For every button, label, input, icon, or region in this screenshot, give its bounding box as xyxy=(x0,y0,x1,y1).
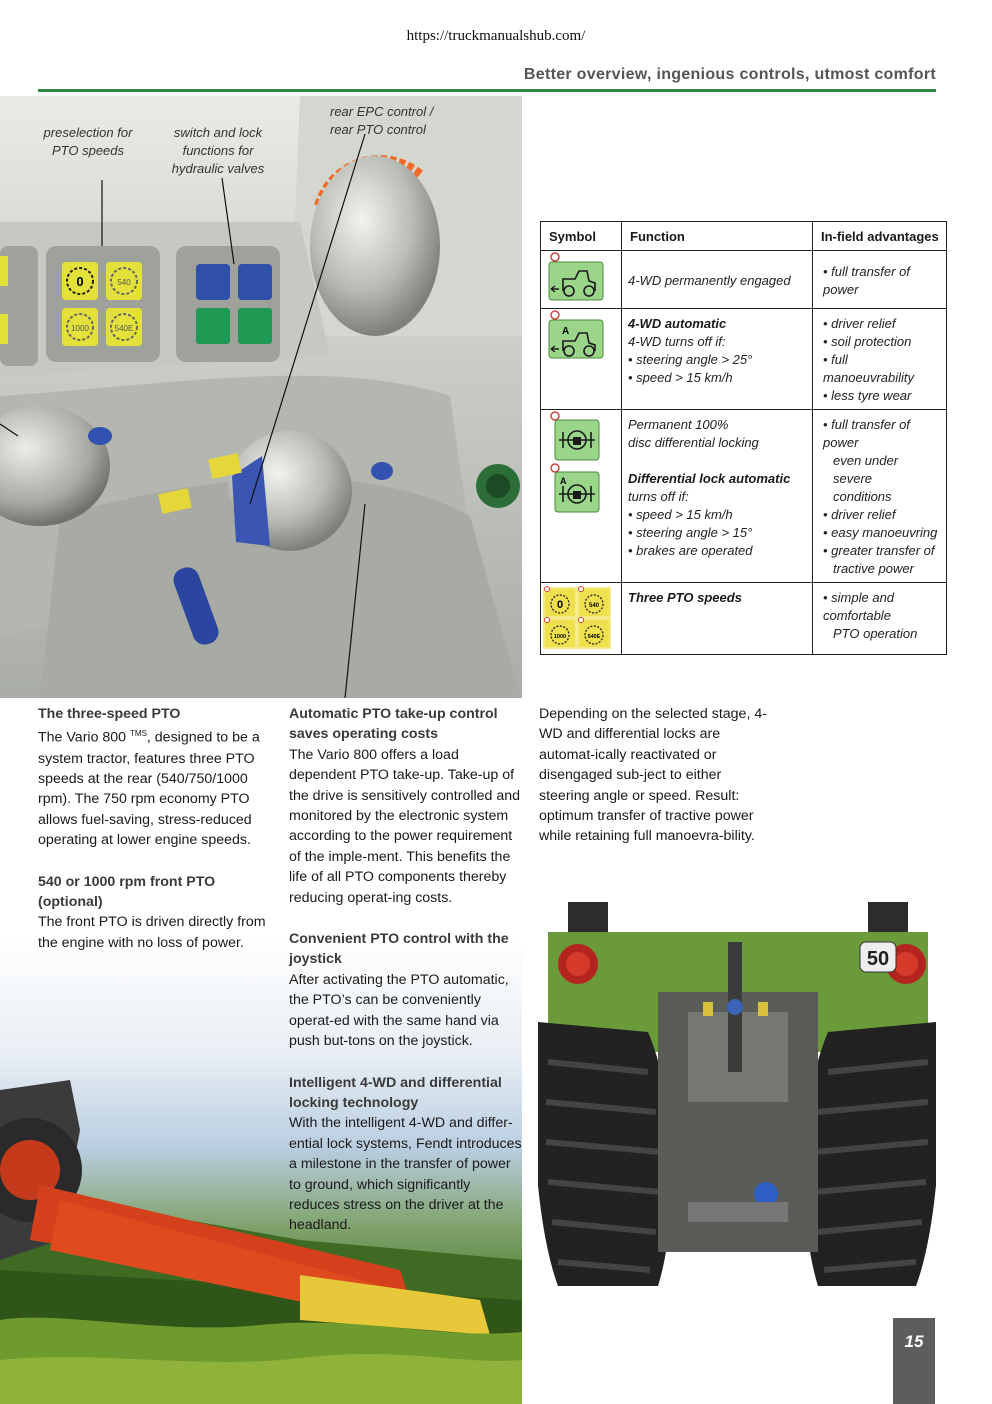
advantage-text: • full transfer of power xyxy=(823,417,910,450)
section-paragraph xyxy=(38,724,274,850)
pto-button-label: 1000 xyxy=(71,324,89,333)
function-text: • brakes are operated xyxy=(628,543,753,558)
pto-speeds-icon xyxy=(541,583,622,655)
text-column-1 xyxy=(38,704,274,974)
callout-pto-preselection: preselection for PTO speeds xyxy=(43,125,133,158)
pto-button-label: 540E xyxy=(114,324,134,333)
advantage-text: • easy manoeuvring xyxy=(823,525,938,540)
section-heading: Convenient PTO control with the joystick xyxy=(289,931,509,968)
advantage-text: • driver relief xyxy=(823,316,896,331)
function-text: • steering angle > 15° xyxy=(628,525,753,540)
advantage-text: • full manoeuvrability xyxy=(823,352,915,385)
function-text: turns off if: xyxy=(628,489,689,504)
advantage-text: tractive power xyxy=(833,561,914,576)
text-column-2 xyxy=(289,704,523,1257)
function-title: Three PTO speeds xyxy=(628,590,742,605)
advantage-text: • full transfer of power xyxy=(823,263,910,297)
section-paragraph: Depending on the selected stage, 4-WD and differential locks are automat-ically reactivated or disengaged sub-ject to either steering angle or speed. Result: optimum transfer of tractive power while retaining full manoevra-bility. xyxy=(539,706,767,845)
advantage-text: • less tyre wear xyxy=(823,388,912,403)
pto-label: 0 xyxy=(556,599,564,611)
advantage-text: even under severe xyxy=(833,453,899,486)
tractor-rear-photo xyxy=(538,902,936,1286)
callout-hydraulic-switch: switch and lock functions for hydraulic valves xyxy=(171,125,265,176)
function-text: Permanent 100% xyxy=(628,417,729,432)
table-header: In-field advantages xyxy=(813,222,947,251)
pto-label: 540 xyxy=(588,603,600,609)
advantage-text: • soil protection xyxy=(823,334,912,349)
pto-button-label: 540 xyxy=(117,278,131,287)
function-text: 4-WD permanently engaged xyxy=(628,272,791,288)
advantage-text: PTO operation xyxy=(833,626,918,641)
section-paragraph: After activating the PTO automatic, the PTO’s can be conveniently operat-ed with the same hand via push but-tons on the joystick. xyxy=(289,971,509,1050)
pto-button-label: 0 xyxy=(76,274,84,289)
function-title: 4-WD automatic xyxy=(628,316,727,331)
pto-label: 540E xyxy=(587,634,601,640)
trademark-sup: TMS xyxy=(130,729,147,739)
table-header: Symbol xyxy=(541,222,622,251)
table-row xyxy=(541,251,947,309)
section-paragraph: The Vario 800 offers a load dependent PTO take-up. Take-up of the drive is sensitively controlled and monitored by the electronic system according to the power requirement of the imple-ment. This benefits the life of all PTO components thereby reducing operat-ing costs. xyxy=(289,746,521,906)
paragraph-text: , designed to be a system tractor, features three PTO speeds at the rear (540/750/1000 rpm). The 750 rpm economy PTO allows fuel-saving, stress-reduced operating at lower engine speeds. xyxy=(38,730,260,849)
advantage-text: conditions xyxy=(833,489,892,504)
callout-rear-epc: rear EPC control / rear PTO control xyxy=(330,104,434,137)
table-header: Function xyxy=(622,222,813,251)
console-photo xyxy=(0,96,522,698)
section-heading: The three-speed PTO xyxy=(38,706,181,722)
function-title: Differential lock automatic xyxy=(628,471,791,486)
section-heading: 540 or 1000 rpm front PTO (optional) xyxy=(38,873,216,910)
tractor-illustration xyxy=(538,902,936,1286)
function-text: • speed > 15 km/h xyxy=(628,370,733,385)
advantage-text: • simple and comfortable xyxy=(823,590,895,623)
paragraph-text: The Vario 800 xyxy=(38,730,131,747)
4wd-automatic-icon xyxy=(541,309,622,410)
section-heading: Intelligent 4-WD and differential locking technology xyxy=(289,1074,502,1111)
table-row xyxy=(541,410,947,583)
pto-label: 1000 xyxy=(553,634,567,640)
4wd-permanent-icon xyxy=(541,251,622,309)
function-text: 4-WD turns off if: xyxy=(628,334,726,349)
section-paragraph: The front PTO is driven directly from the engine with no loss of power. xyxy=(38,914,266,951)
svg-text:A: A xyxy=(562,326,570,337)
section-heading: Automatic PTO take-up control saves operating costs xyxy=(289,706,498,743)
section-paragraph: With the intelligent 4-WD and differ-ential lock systems, Fendt introduces a milestone in the transfer of power to ground, which significantly reduces stress on the driver at the headland. xyxy=(289,1115,522,1234)
table-row xyxy=(541,583,947,655)
advantage-text: • driver relief xyxy=(823,507,896,522)
table-header-row xyxy=(541,222,947,251)
text-column-3 xyxy=(539,704,775,868)
differential-lock-icon xyxy=(541,410,622,583)
header-rule xyxy=(38,89,936,92)
function-text: • speed > 15 km/h xyxy=(628,507,733,522)
page-number: 15 xyxy=(893,1318,935,1404)
table-row xyxy=(541,309,947,410)
source-url[interactable]: https://truckmanualshub.com/ xyxy=(406,28,586,44)
function-text: • steering angle > 25° xyxy=(628,352,753,367)
symbol-function-table xyxy=(540,221,947,655)
svg-text:A: A xyxy=(560,476,567,486)
advantage-text: • greater transfer of xyxy=(823,543,935,558)
function-text: disc differential locking xyxy=(628,435,759,450)
page-header-title: Better overview, ingenious controls, utmost comfort xyxy=(523,66,936,83)
console-illustration xyxy=(0,96,522,698)
speed-sign-label: 50 xyxy=(866,948,890,970)
